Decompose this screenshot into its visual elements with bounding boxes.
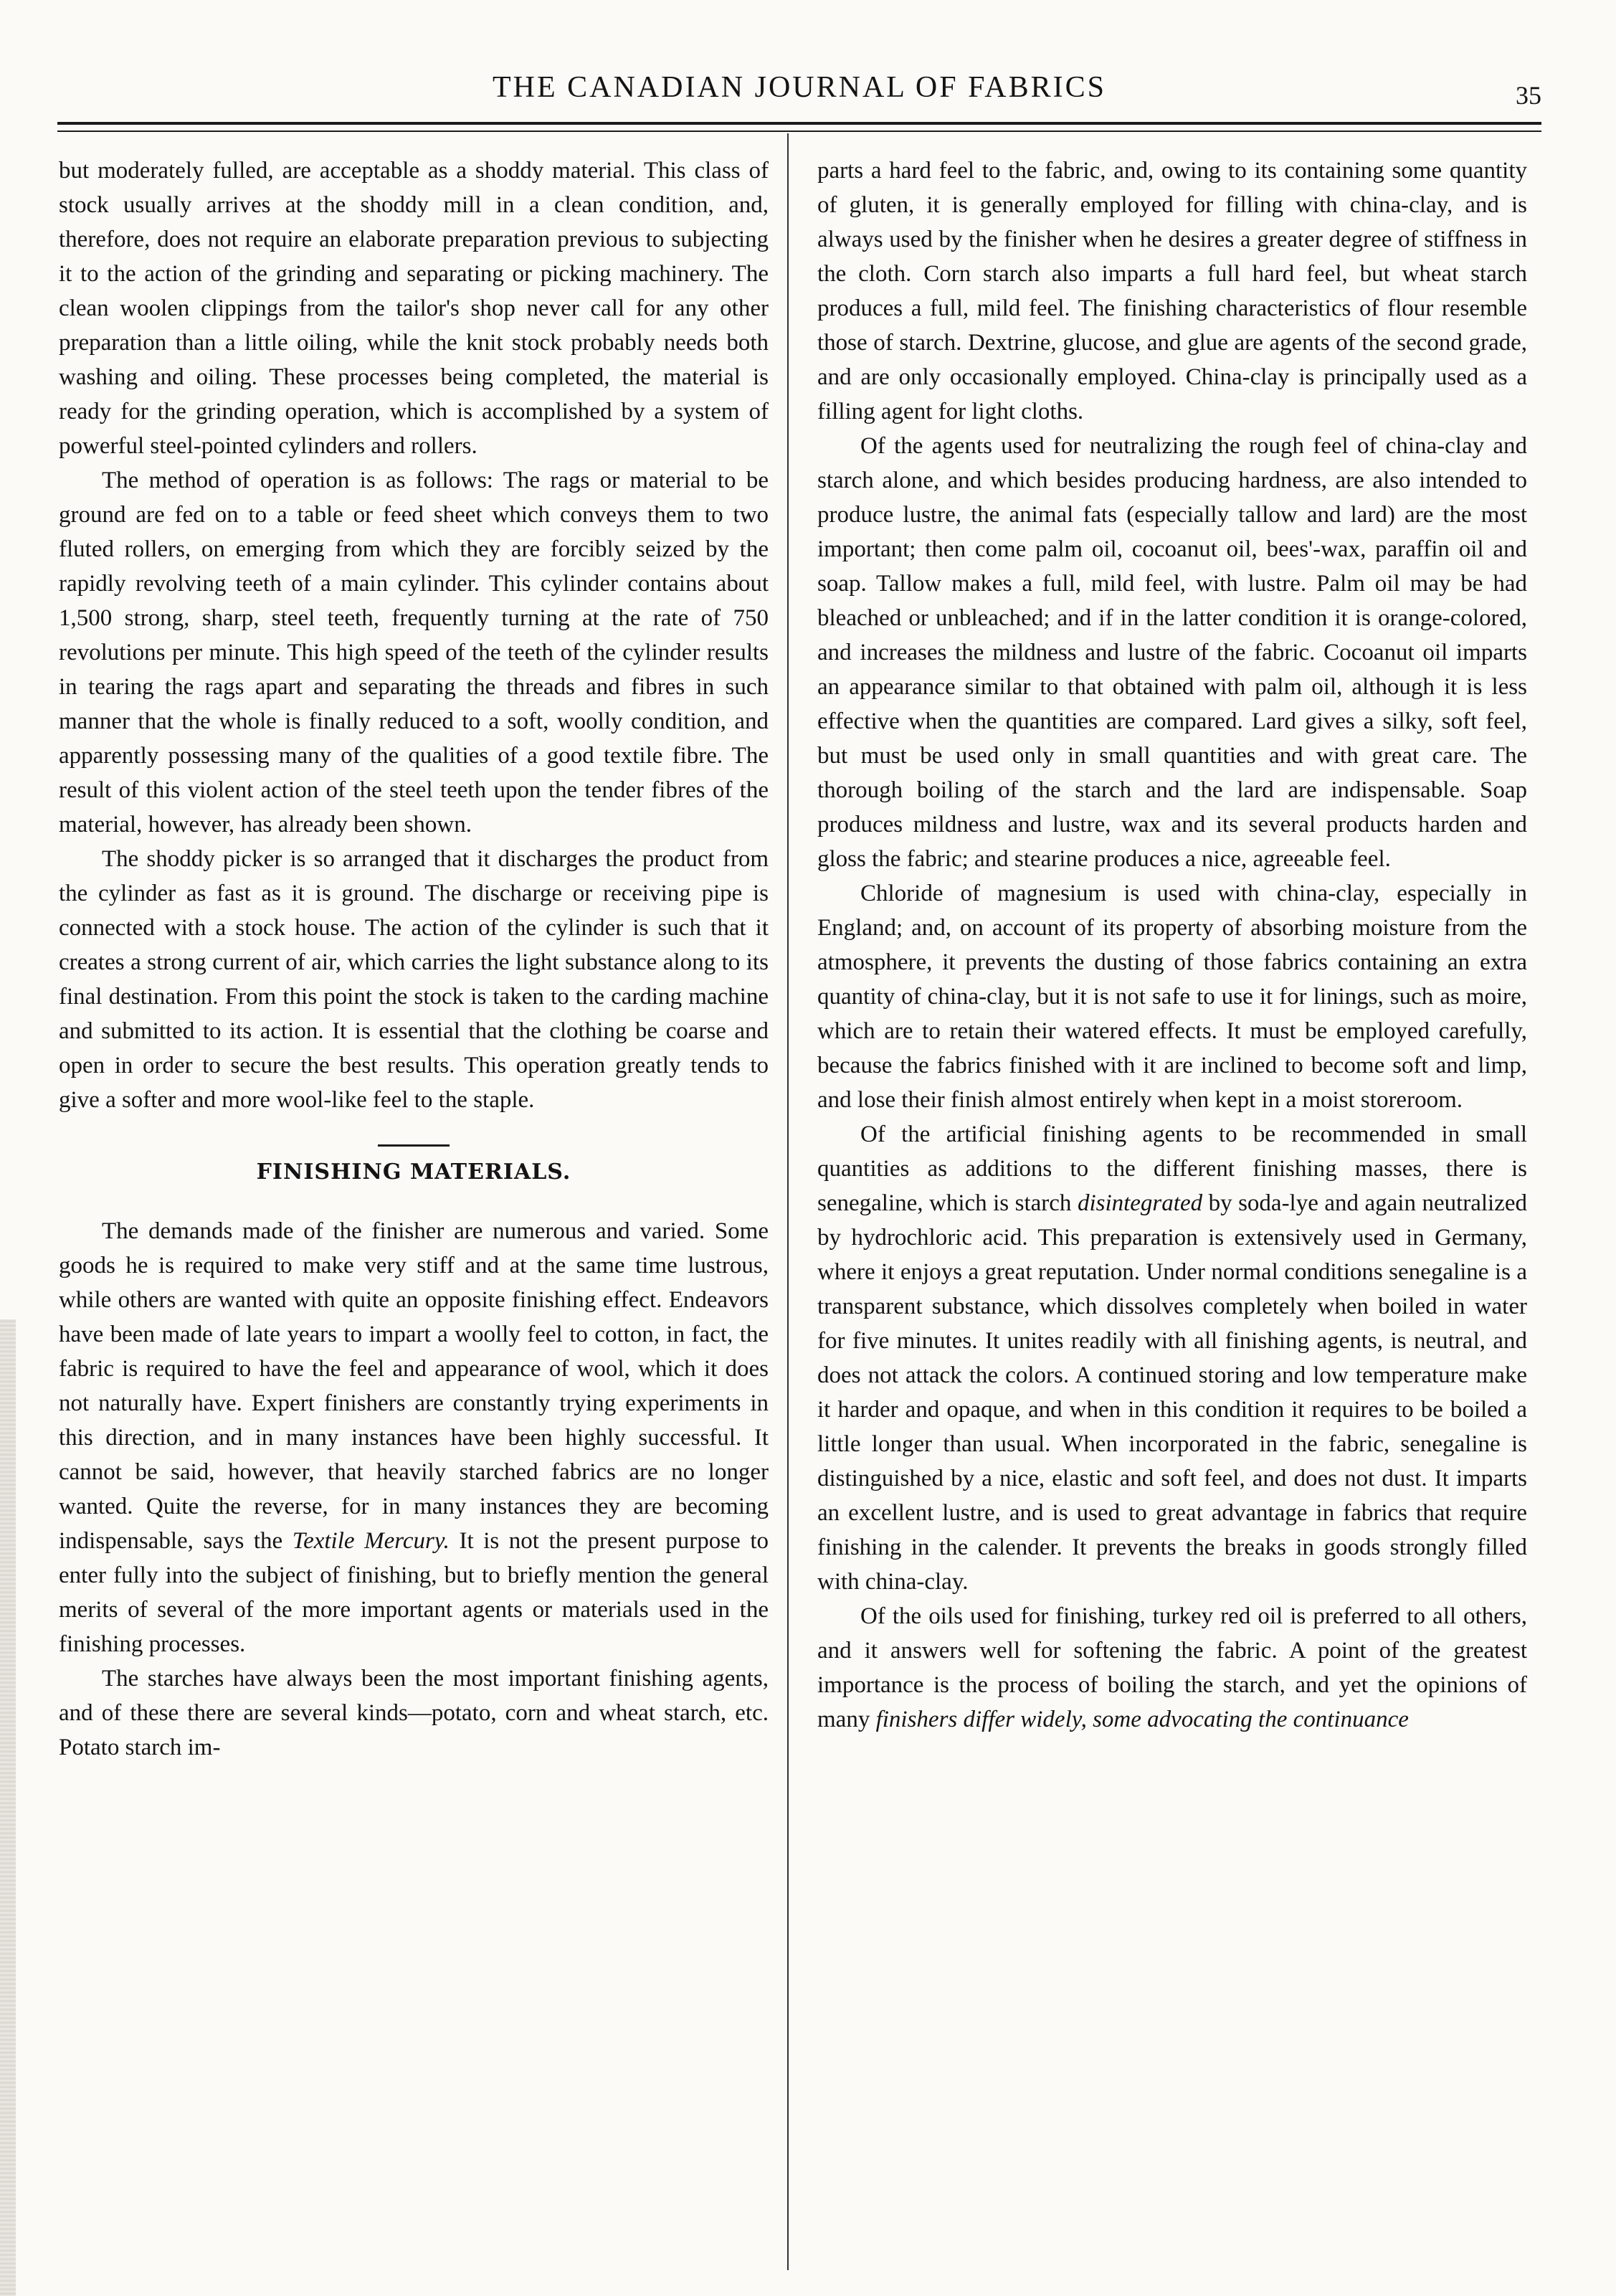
paragraph-text: Of the oils used for finishing, turkey red oil is preferred to all others, and it answers well for softening the fabric. A point of the greatest importance is the process of boiling the starch, and yet the opinions of many <box>817 1603 1527 1732</box>
emphasis: finishers differ widely, some advocating the continuance <box>875 1707 1409 1732</box>
right-column <box>817 153 1527 2269</box>
section-heading: FINISHING MATERIALS. <box>256 1159 571 1185</box>
paragraph: but moderately fulled, are acceptable as a shoddy material. This class of stock usually arrives at the shoddy mill in a clean condition, and, therefore, does not require an elaborate preparation previous to subjecting it to the action of the grinding and separating or picking machinery. The clean woolen clippings from the tailor's shop never call for any other preparation than a little oiling, while the knit stock probably needs both washing and oiling. These processes being completed, the material is ready for the grinding operation, which is accomplished by a system of powerful steel-pointed cylinders and rollers. <box>59 158 769 459</box>
page-number: 35 <box>1516 81 1541 110</box>
paragraph-text: The demands made of the finisher are numerous and varied. Some goods he is required to make very stiff and at the same time lustrous, while others are wanted with quite an opposite finishing effect. Endeavors have been made of late years to impart a woolly feel to cotton, in fact, the fabric is required to have the feel and appearance of wool, which it does not naturally have. Expert finishers are constantly trying experiments in this direction, and in many instances have been highly successful. It cannot be said, however, that heavily starched fabrics are no longer wanted. Quite the reverse, for in many instances they are becoming indispensable, says the <box>59 1218 769 1554</box>
paragraph-text: Of the artificial finishing agents to be recommended in small quantities as additions to the different finishing masses, there is senegaline, which is starch <box>817 1121 1527 1216</box>
paragraph: The starches have always been the most important finishing agents, and of these there are several kinds—potato, corn and wheat starch, etc. Potato starch im- <box>59 1666 769 1760</box>
source-citation: Textile Mercury. <box>292 1528 450 1554</box>
paragraph <box>817 1117 1527 1599</box>
emphasis: disintegrated <box>1077 1190 1203 1216</box>
left-column <box>59 153 769 2269</box>
column-divider <box>787 133 789 2270</box>
page-header <box>57 70 1541 128</box>
binding-edge <box>0 1319 16 2296</box>
paragraph-text: by soda-lye and again neutralized by hydrochloric acid. This preparation is extensively used in Germany, where it enjoys a great reputation. Under normal conditions senegaline is a transparent substance, which dissolves completely when boiled in water for five minutes. It unites readily with all finishing agents, is neutral, and does not attack the colors. A continued storing and low temperature make it harder and opaque, and when in this condition it requires to be boiled a little longer than usual. When incorporated in the fabric, senegaline is distinguished by a nice, elastic and soft feel, and does not dust. It imparts an excellent lustre, and is used to great advantage in fabrics that require finishing in the calender. It prevents the breaks in goods strongly filled with china-clay. <box>817 1190 1528 1595</box>
paragraph: parts a hard feel to the fabric, and, owing to its containing some quantity of gluten, it is generally employed for filling with china-clay, and is always used by the finisher when he desires a greater degree of stiffness in the cloth. Corn starch also imparts a full hard feel, but wheat starch produces a full, mild feel. The finishing characteristics of flour resemble those of starch. Dextrine, glucose, and glue are agents of the second grade, and are only occasionally employed. China-clay is principally used as a filling agent for light cloths. <box>817 158 1527 424</box>
paragraph: Chloride of magnesium is used with china-clay, especially in England; and, on account of its property of absorbing moisture from the atmosphere, it prevents the dusting of those fabrics containing an extra quantity of china-clay, but it is not safe to use it for linings, such as moire, which are to retain their watered effects. It must be employed carefully, because the fabrics finished with it are inclined to become soft and limp, and lose their finish almost entirely when kept in a moist storeroom. <box>817 881 1527 1113</box>
section-rule <box>378 1144 450 1147</box>
paragraph: The shoddy picker is so arranged that it discharges the product from the cylinder as fast as it is ground. The discharge or receiving pipe is connected with a stock house. The action of the cylinder is such that it creates a strong current of air, which carries the light substance along to its final destination. From this point the stock is taken to the carding machine and submitted to its action. It is essential that the clothing be coarse and open in order to secure the best results. This operation greatly tends to give a softer and more wool-like feel to the staple. <box>59 846 769 1113</box>
paragraph: Of the agents used for neutralizing the rough feel of china-clay and starch alone, and which besides producing hardness, are also intended to produce lustre, the animal fats (especially tallow and lard) are the most important; then come palm oil, cocoanut oil, bees'-wax, paraffin oil and soap. Tallow makes a full, mild feel, with lustre. Palm oil may be had bleached or unbleached; and if in the latter condition it is orange-colored, and increases the mildness and lustre of the fabric. Cocoanut oil imparts an appearance similar to that obtained with palm oil, although it is less effective when the quantities are compared. Lard gives a silky, soft feel, but must be used only in small quantities and with great care. The thorough boiling of the starch and the lard are indispensable. Soap produces mildness and lustre, wax and its several products harden and gloss the fabric; and stearine produces a nice, agreeable feel. <box>817 433 1527 872</box>
paragraph <box>817 1599 1527 1737</box>
header-rule-thick <box>57 122 1541 125</box>
paragraph: The method of operation is as follows: The rags or material to be ground are fed on to a table or feed sheet which conveys them to two fluted rollers, on emerging from which they are forcibly seized by the rapidly revolving teeth of a main cylinder. This cylinder contains about 1,500 strong, sharp, steel teeth, frequently turning at the rate of 750 revolutions per minute. This high speed of the teeth of the cylinder results in tearing the rags apart and separating the threads and fibres in such manner that the whole is finally reduced to a soft, woolly condition, and apparently possessing many of the qualities of a good textile fibre. The result of this violent action of the steel teeth upon the tender fibres of the material, however, has already been shown. <box>59 468 769 838</box>
paragraph-text: It is not the present purpose to enter fully into the subject of finishing, but to briefly mention the general merits of several of the more important agents or materials used in the finishing processes. <box>59 1528 769 1657</box>
journal-title: THE CANADIAN JOURNAL OF FABRICS <box>492 71 1107 104</box>
header-rule-thin <box>57 131 1541 132</box>
paragraph <box>59 1214 769 1661</box>
